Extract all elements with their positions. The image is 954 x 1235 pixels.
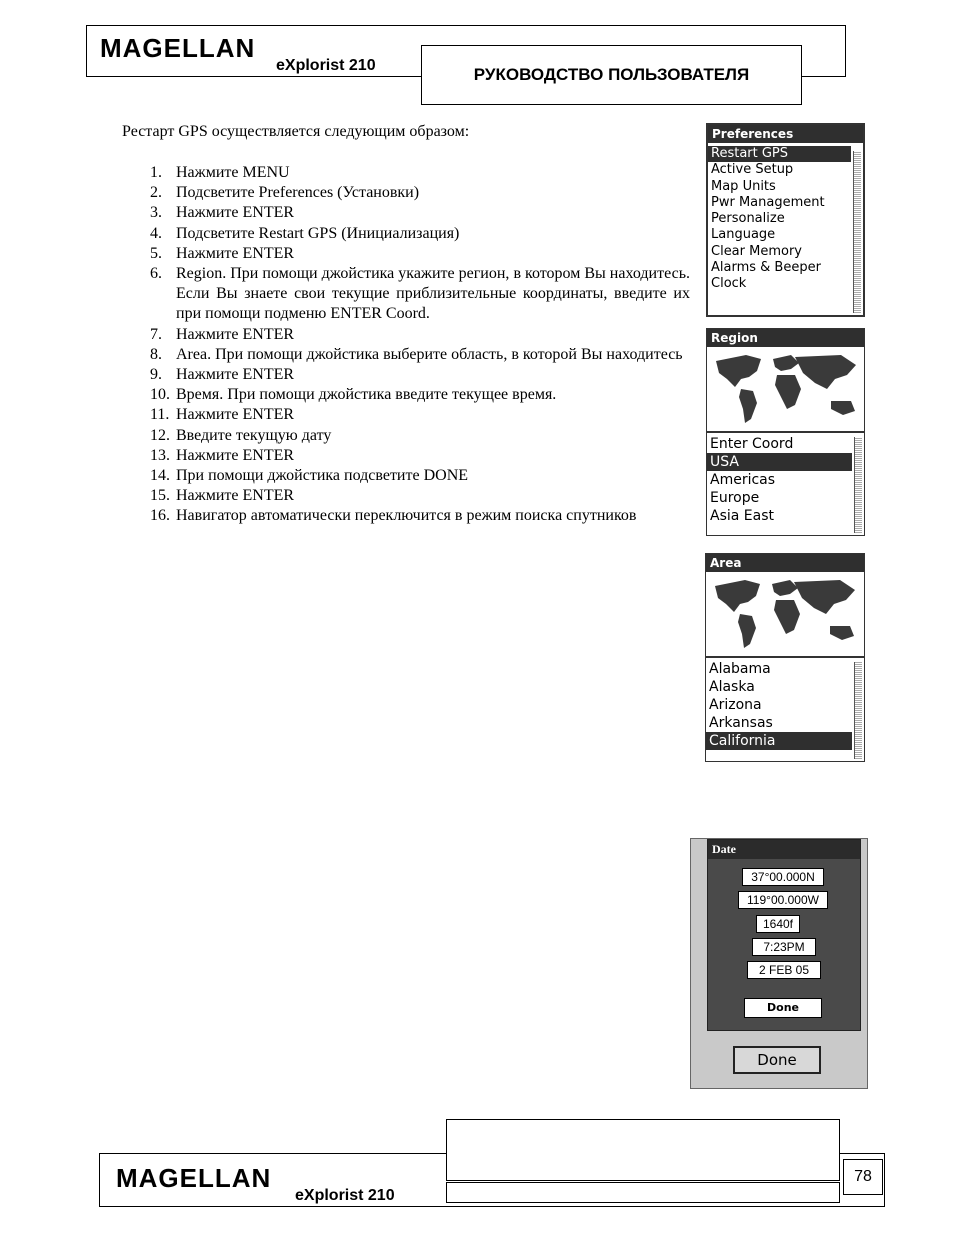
region-item-americas[interactable]: Americas <box>710 472 776 488</box>
step-item <box>150 183 690 203</box>
area-item-alaska[interactable]: Alaska <box>709 679 755 695</box>
menu-item-restart-gps[interactable]: Restart GPS <box>708 146 851 162</box>
step-number: 4. <box>150 224 162 242</box>
step-number: 15. <box>150 487 170 505</box>
preferences-title: Preferences <box>708 125 863 143</box>
area-item-arkansas[interactable]: Arkansas <box>709 715 773 731</box>
step-text: Подсветите Restart GPS (Инициализация) <box>176 224 460 242</box>
step-number: 13. <box>150 446 170 464</box>
preferences-list <box>708 143 863 293</box>
done-button-outer[interactable]: Done <box>733 1046 821 1074</box>
step-text: Нажмите ENTER <box>176 487 295 505</box>
region-item-usa[interactable]: USA <box>707 453 852 471</box>
area-item-alabama[interactable]: Alabama <box>709 661 771 677</box>
step-number: 9. <box>150 366 162 384</box>
step-text: Нажмите ENTER <box>176 244 295 262</box>
step-text: Нажмите ENTER <box>176 204 295 222</box>
intro-text: Рестарт GPS осуществляется следующим образом: <box>122 123 470 140</box>
step-text: Нажмите MENU <box>176 164 290 181</box>
step-text: Введите текущую дату <box>176 426 332 444</box>
region-scrollbar[interactable] <box>854 437 862 533</box>
step-text: Навигатор автоматически переключится в режим поиска спутников <box>176 507 637 525</box>
longitude-field[interactable]: 119°00.000W <box>738 891 828 909</box>
step-number: 12. <box>150 426 170 444</box>
footer-model-name: eXplorist 210 <box>295 1187 395 1204</box>
footer-brand-logo: MAGELLAN <box>116 1163 272 1193</box>
step-item <box>150 325 690 345</box>
step-number: 5. <box>150 244 162 262</box>
menu-item-active-setup[interactable]: Active Setup <box>711 162 794 178</box>
footer-blank-box <box>446 1119 840 1181</box>
step-item <box>150 163 690 183</box>
elevation-field[interactable]: 1640f <box>756 915 800 933</box>
latitude-field[interactable]: 37°00.000N <box>742 868 824 886</box>
step-text: Region. При помощи джойстика укажите регион, в котором Вы находитесь. Если Вы знаете свои текущие приблизительные координаты, введите их при помощи подменю ENTER Coord. <box>176 265 690 323</box>
menu-item-personalize[interactable]: Personalize <box>711 211 785 227</box>
menu-item-map-units[interactable]: Map Units <box>711 178 776 194</box>
area-scrollbar[interactable] <box>854 662 862 759</box>
step-item <box>150 365 690 385</box>
menu-item-alarms-beeper[interactable]: Alarms & Beeper <box>711 260 821 276</box>
area-title: Area <box>706 554 864 572</box>
world-map-icon <box>706 572 864 658</box>
region-item-europe[interactable]: Europe <box>710 490 760 506</box>
document-title: РУКОВОДСТВО ПОЛЬЗОВАТЕЛЯ <box>421 45 802 105</box>
step-item <box>150 385 690 405</box>
step-text: Нажмите ENTER <box>176 325 295 343</box>
model-name: eXplorist 210 <box>276 57 376 74</box>
step-number: 7. <box>150 325 162 343</box>
region-item-asia-east[interactable]: Asia East <box>710 508 774 524</box>
preferences-scrollbar[interactable] <box>853 151 861 313</box>
step-text: Время. При помощи джойстика введите текущее время. <box>176 386 557 404</box>
step-item <box>150 244 690 264</box>
done-button[interactable]: Done <box>744 998 822 1018</box>
region-title: Region <box>707 329 864 347</box>
menu-item-clock[interactable]: Clock <box>711 276 747 292</box>
date-dialog <box>707 839 861 1031</box>
step-number: 1. <box>150 164 162 181</box>
step-text: При помощи джойстика подсветите DONE <box>176 467 469 485</box>
menu-item-pwr-management[interactable]: Pwr Management <box>711 194 825 210</box>
region-list <box>707 433 864 525</box>
date-screen <box>690 838 868 1089</box>
step-number: 11. <box>150 406 170 424</box>
area-screen <box>705 553 865 762</box>
menu-item-language[interactable]: Language <box>711 227 776 243</box>
world-map-icon <box>707 347 864 433</box>
area-item-california[interactable]: California <box>706 732 852 750</box>
step-text: Нажмите ENTER <box>176 406 295 424</box>
step-number: 3. <box>150 204 162 222</box>
brand-logo: MAGELLAN <box>100 33 256 63</box>
step-item <box>150 264 690 325</box>
region-item-enter-coord[interactable]: Enter Coord <box>710 436 794 452</box>
step-text: Нажмите ENTER <box>176 446 295 464</box>
step-number: 10. <box>150 386 170 404</box>
steps-list <box>150 163 690 527</box>
area-item-arizona[interactable]: Arizona <box>709 697 762 713</box>
menu-item-clear-memory[interactable]: Clear Memory <box>711 243 802 259</box>
step-item <box>150 466 690 486</box>
step-item <box>150 446 690 466</box>
step-number: 2. <box>150 184 162 202</box>
step-item <box>150 224 690 244</box>
step-number: 6. <box>150 265 162 283</box>
step-item <box>150 506 690 526</box>
step-item <box>150 486 690 506</box>
step-text: Нажмите ENTER <box>176 366 295 384</box>
step-number: 16. <box>150 507 170 525</box>
step-text: Подсветите Preferences (Установки) <box>176 184 420 202</box>
step-item <box>150 426 690 446</box>
preferences-screen <box>706 123 865 317</box>
date-field[interactable]: 2 FEB 05 <box>747 961 821 979</box>
date-title: Date <box>708 840 860 859</box>
step-item <box>150 203 690 223</box>
step-text: Area. При помощи джойстика выберите область, в которой Вы находитесь <box>176 345 683 363</box>
step-item <box>150 345 690 365</box>
region-screen <box>706 328 865 536</box>
time-field[interactable]: 7:23PM <box>752 938 816 956</box>
page-number: 78 <box>843 1159 883 1195</box>
step-number: 8. <box>150 345 162 363</box>
step-item <box>150 405 690 425</box>
footer-blank-strip <box>446 1182 840 1203</box>
area-list <box>706 658 864 750</box>
step-number: 14. <box>150 467 170 485</box>
